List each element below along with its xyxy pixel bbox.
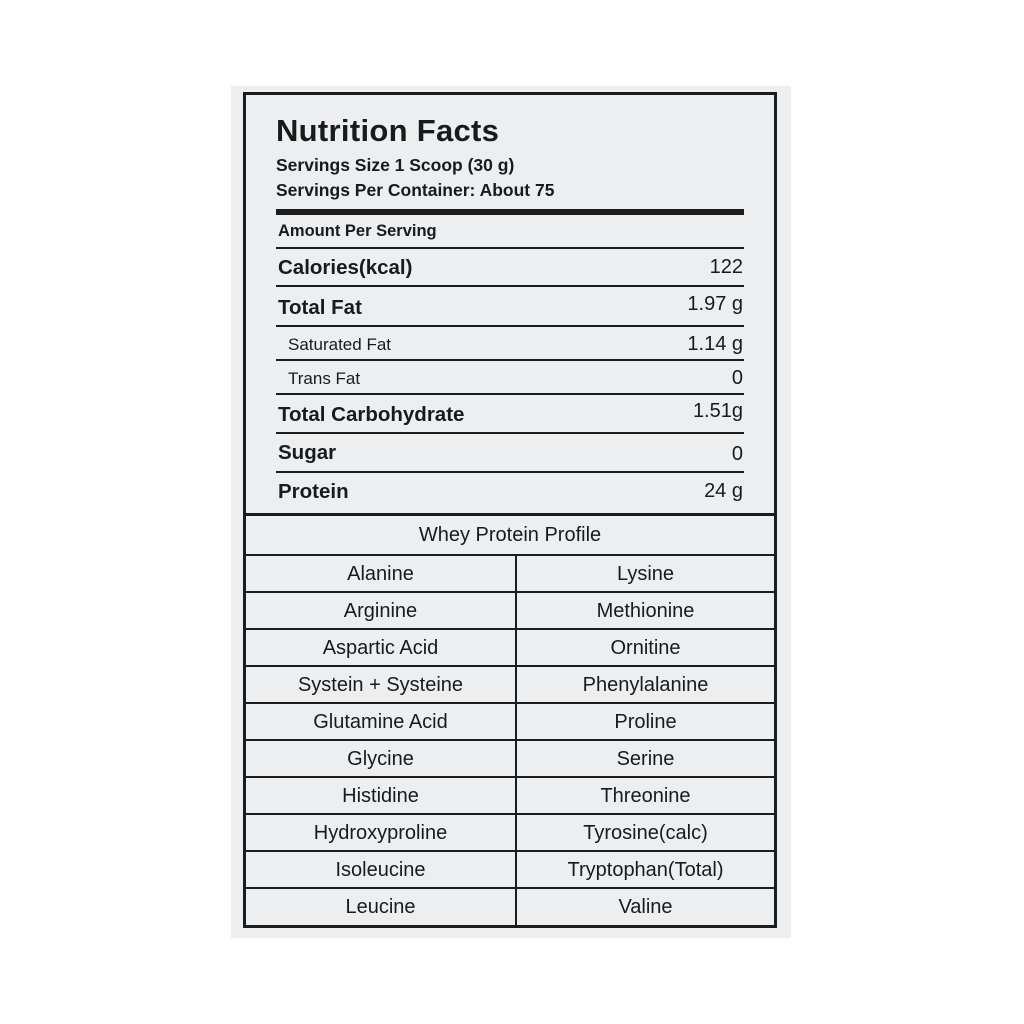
amino-acid-cell: Methionine (596, 600, 695, 622)
thick-divider (276, 209, 744, 215)
amino-acid-cell: Lysine (616, 563, 675, 585)
amino-acid-cell: Valine (618, 896, 673, 918)
table-row (246, 667, 774, 704)
nutrient-value: 24 g (704, 480, 743, 502)
amino-acid-cell: Phenylalanine (582, 674, 709, 696)
table-row (246, 593, 774, 630)
amino-acid-cell: Ornitine (610, 637, 681, 659)
nutrient-value: 0 (731, 443, 743, 465)
servings-per-container: Servings Per Container: About 75 (276, 180, 555, 200)
table-row (246, 556, 774, 593)
nutrient-name: Trans Fat (288, 369, 361, 388)
table-row (246, 852, 774, 889)
serving-size: Servings Size 1 Scoop (30 g) (276, 155, 515, 175)
nutrient-value: 0 (731, 367, 743, 389)
nutrient-row-saturated-fat (276, 325, 744, 359)
nutrient-name: Protein (278, 480, 349, 503)
amino-acid-cell: Alanine (347, 563, 414, 585)
nutrition-label (243, 92, 777, 928)
amino-acid-table (246, 554, 774, 927)
amino-acid-cell: Glutamine Acid (313, 711, 448, 733)
nutrient-row-protein (276, 471, 744, 511)
nutrient-name: Total Fat (278, 296, 362, 319)
nutrient-value: 1.51g (692, 400, 743, 422)
nutrient-name: Calories(kcal) (278, 256, 413, 279)
nutrient-row-total-fat (276, 285, 744, 325)
amount-per-serving: Amount Per Serving (278, 222, 437, 240)
amino-acid-cell: Serine (616, 748, 675, 770)
nutrient-value: 1.97 g (687, 293, 743, 315)
nutrient-value: 1.14 g (687, 333, 743, 355)
amino-acid-cell: Proline (614, 711, 677, 733)
profile-title: Whey Protein Profile (418, 524, 602, 546)
nutrient-row-calories (276, 247, 744, 285)
amino-acid-cell: Aspartic Acid (322, 637, 439, 659)
nutrient-row-trans-fat (276, 359, 744, 393)
table-row (246, 630, 774, 667)
nutrient-row-total-carbohydrate (276, 393, 744, 432)
amino-acid-cell: Tryptophan(Total) (567, 859, 724, 881)
amino-acid-cell: Leucine (345, 896, 416, 918)
nutrient-value: 122 (709, 256, 743, 278)
amino-acid-cell: Arginine (343, 600, 418, 622)
amino-acid-cell: Systein + Systeine (297, 674, 464, 696)
amino-acid-cell: Threonine (600, 785, 691, 807)
nutrient-row-sugar (276, 432, 744, 471)
table-row (246, 704, 774, 741)
table-row (246, 889, 774, 926)
amino-acid-cell: Isoleucine (335, 859, 426, 881)
amino-acid-cell: Glycine (347, 748, 414, 770)
amino-acid-cell: Tyrosine(calc) (583, 822, 708, 844)
table-row (246, 778, 774, 815)
nutrient-name: Sugar (278, 441, 337, 464)
table-row (246, 741, 774, 778)
amino-acid-cell: Histidine (342, 785, 419, 807)
nutrient-name: Total Carbohydrate (278, 403, 465, 426)
table-row (246, 815, 774, 852)
amino-acid-cell: Hydroxyproline (313, 822, 448, 844)
nutrient-name: Saturated Fat (288, 335, 392, 354)
label-title: Nutrition Facts (276, 113, 500, 148)
